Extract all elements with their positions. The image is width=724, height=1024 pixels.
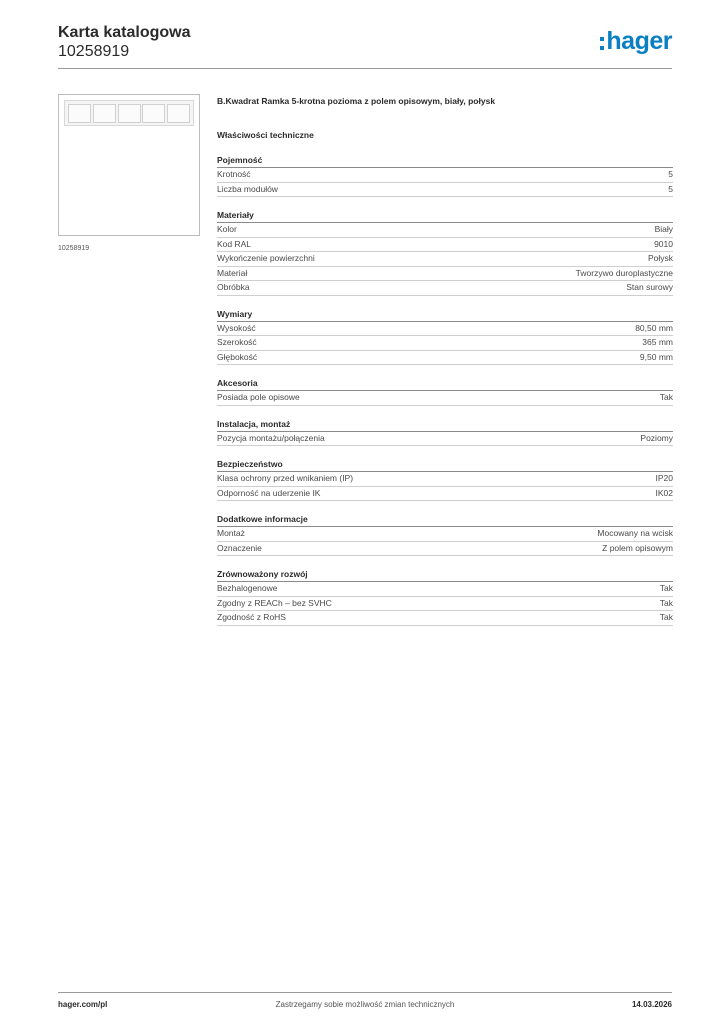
page-header: [58, 20, 672, 70]
image-caption: 10258919: [58, 245, 90, 252]
spec-label: Wysokość: [217, 322, 256, 333]
section-title: Akcesoria: [217, 377, 673, 391]
spec-label: Szerokość: [217, 337, 257, 347]
spec-section: [217, 154, 673, 197]
product-image-column: [58, 94, 200, 252]
spec-row: [217, 542, 673, 557]
frame-cell: [93, 104, 116, 123]
spec-value: Poziomy: [640, 432, 673, 443]
spec-row: [217, 432, 673, 447]
spec-value: 9,50 mm: [639, 351, 673, 362]
section-title: Wymiary: [217, 308, 673, 322]
section-title: Materiały: [217, 209, 673, 223]
spec-value: 80,50 mm: [635, 322, 673, 333]
spec-row: [217, 183, 673, 198]
spec-section: [217, 458, 673, 501]
spec-value: Mocowany na wcisk: [597, 528, 673, 538]
spec-value: Tworzywo duroplastyczne: [575, 267, 673, 278]
spec-row: [217, 322, 673, 337]
spec-label: Liczba modułów: [217, 183, 278, 194]
product-name: B.Kwadrat Ramka 5-krotna pozioma z polem opisowym, biały, połysk: [217, 96, 496, 106]
section-title: Instalacja, montaż: [217, 418, 673, 432]
spec-row: [217, 472, 673, 487]
spec-value: 5: [668, 169, 673, 179]
spec-label: Głębokość: [217, 351, 258, 362]
spec-label: Odporność na uderzenie IK: [217, 487, 321, 498]
frame-5-gang-illustration: [64, 100, 194, 126]
technical-properties-heading: Właściwości techniczne: [217, 130, 314, 140]
spec-row: [217, 487, 673, 502]
spec-row: [217, 168, 673, 183]
logo-colon-icon: [600, 37, 604, 50]
spec-label: Krotność: [217, 169, 251, 179]
product-details: [217, 94, 673, 626]
page-footer: [58, 992, 672, 1017]
spec-row: [217, 238, 673, 253]
spec-section: [217, 209, 673, 296]
spec-row: [217, 252, 673, 267]
document-title: Karta katalogowa: [58, 24, 191, 41]
section-title: Bezpieczeństwo: [217, 458, 673, 472]
spec-row: [217, 351, 673, 366]
spec-row: [217, 281, 673, 296]
spec-label: Kolor: [217, 224, 237, 234]
frame-cell: [68, 104, 91, 123]
spec-label: Posiada pole opisowe: [217, 392, 300, 402]
spec-value: 9010: [654, 238, 673, 249]
frame-cell: [142, 104, 165, 123]
header-divider: [58, 68, 672, 69]
product-image: [58, 94, 200, 236]
frame-cell: [167, 104, 190, 123]
spec-value: 5: [668, 183, 673, 194]
spec-label: Montaż: [217, 528, 245, 538]
spec-value: Połysk: [647, 253, 673, 263]
spec-row: [217, 597, 673, 612]
spec-value: Stan surowy: [626, 282, 673, 292]
section-title: Zrównoważony rozwój: [217, 568, 673, 582]
spec-label: Kod RAL: [217, 238, 252, 249]
spec-value: Tak: [659, 392, 673, 402]
spec-row: [217, 267, 673, 282]
spec-label: Wykończenie powierzchni: [217, 253, 315, 263]
footer-date: 14.03.2026: [631, 1000, 672, 1009]
spec-section: [217, 513, 673, 556]
section-title: Pojemność: [217, 154, 673, 168]
spec-row: [217, 527, 673, 542]
spec-label: Klasa ochrony przed wnikaniem (IP): [217, 473, 354, 483]
spec-value: IP20: [655, 473, 673, 483]
spec-section: [217, 308, 673, 366]
spec-value: Z polem opisowym: [602, 542, 673, 553]
spec-row: [217, 223, 673, 238]
spec-section: [217, 418, 673, 447]
spec-row: [217, 391, 673, 406]
footer-website: hager.com/pl: [58, 1000, 108, 1009]
spec-value: Tak: [659, 597, 673, 608]
frame-cell: [118, 104, 141, 123]
spec-label: Materiał: [217, 267, 248, 278]
spec-value: 365 mm: [642, 337, 673, 347]
hager-logo: [600, 26, 672, 56]
footer-disclaimer: Zastrzegamy sobie możliwość zmian technicznych: [275, 1000, 455, 1009]
spec-value: IK02: [655, 487, 673, 498]
spec-label: Zgodny z REACh – bez SVHC: [217, 597, 332, 608]
spec-section: [217, 377, 673, 406]
section-title: Dodatkowe informacje: [217, 513, 673, 527]
spec-section: [217, 568, 673, 626]
logo-text: hager: [606, 27, 672, 55]
spec-value: Biały: [654, 224, 673, 234]
spec-row: [217, 582, 673, 597]
spec-value: Tak: [659, 612, 673, 622]
spec-label: Bezhalogenowe: [217, 583, 278, 593]
spec-label: Oznaczenie: [217, 542, 262, 553]
spec-row: [217, 611, 673, 626]
spec-label: Pozycja montażu/połączenia: [217, 432, 325, 443]
technical-sections: [217, 154, 673, 626]
spec-label: Zgodność z RoHS: [217, 612, 286, 622]
document-number: 10258919: [58, 43, 130, 60]
spec-row: [217, 336, 673, 351]
spec-value: Tak: [659, 583, 673, 593]
spec-label: Obróbka: [217, 282, 250, 292]
